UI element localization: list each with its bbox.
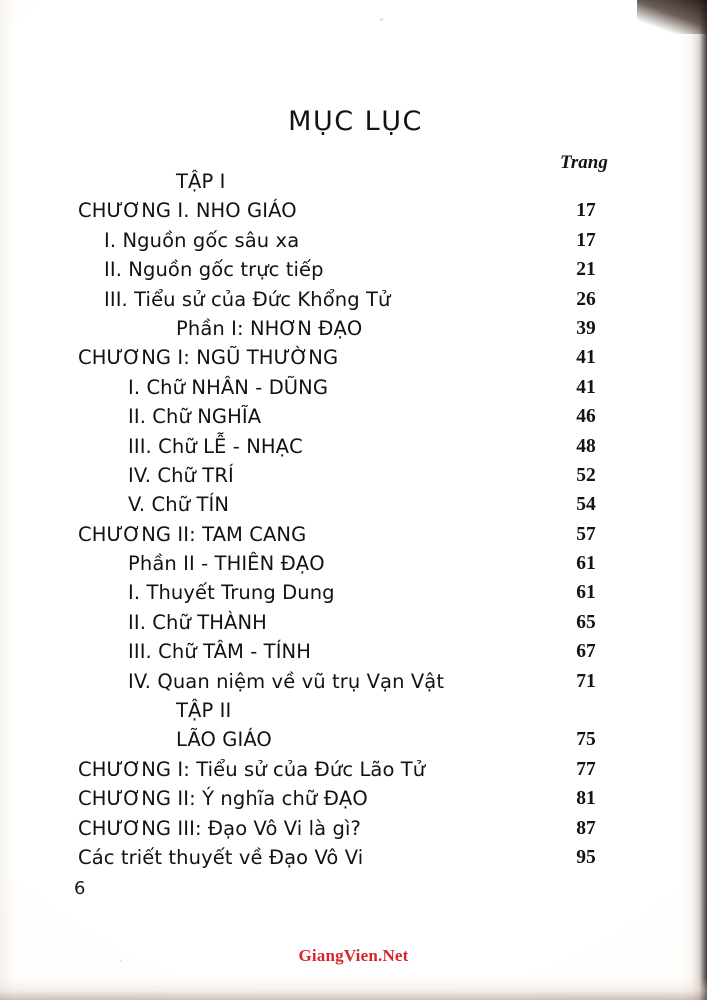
toc-entry [0,317,707,346]
toc-entry [0,405,707,434]
toc-entry [0,552,707,581]
toc-entry [0,523,707,552]
toc-entry-label: I. Nguồn gốc sâu xa [104,228,300,252]
toc-entry-label: TẬP II [176,699,232,723]
page-column-header: Trang [560,152,608,173]
toc-entry-page: 75 [576,729,596,751]
toc-entry [0,817,707,846]
toc-entry-page: 52 [576,464,596,486]
scan-speck [380,18,383,21]
toc-entry-page: 26 [576,288,596,310]
toc-entry-label: II. Chữ THÀNH [128,610,267,634]
toc-entry-page: 48 [576,435,596,457]
toc-entry-label: II. Chữ NGHĨA [128,405,262,429]
toc-entry-label: CHƯƠNG I: NGŨ THƯỜNG [78,346,339,370]
toc-entry-label: I. Thuyết Trung Dung [128,581,335,605]
scan-edge-left [0,0,14,1000]
toc-entry-label: CHƯƠNG I. NHO GIÁO [78,199,297,223]
toc-entry [0,346,707,375]
toc-entry [0,493,707,522]
toc-entry [0,581,707,610]
toc-entry-page: 41 [576,347,596,369]
folio-number: 6 [74,878,86,899]
toc-entry [0,758,707,787]
toc-entry-page: 87 [576,817,596,839]
scan-edge-right [681,0,707,1000]
toc-entry [0,258,707,287]
toc-entry [0,670,707,699]
toc-entry-page: 61 [576,553,596,575]
toc-entry-page: 95 [576,846,596,868]
scan-speck [120,960,122,962]
scan-edge-bottom [0,978,707,1000]
toc-entry-label: III. Chữ LỄ - NHẠC [128,434,303,458]
toc-entry-label: Phần I: NHƠN ĐẠO [176,316,363,340]
toc-entry [0,640,707,669]
toc-entry-label: CHƯƠNG II: Ý nghĩa chữ ĐẠO [78,787,368,811]
toc-entry-label: Phần II - THIÊN ĐẠO [128,552,325,576]
toc-entry [0,728,707,757]
toc-entry [0,199,707,228]
toc-entry-page: 21 [576,259,596,281]
watermark: GiangVien.Net [298,946,409,965]
toc-entry-page: 65 [576,611,596,633]
toc-entry-label: V. Chữ TÍN [128,493,230,517]
toc-entry-label: CHƯƠNG I: Tiểu sử của Đức Lão Tử [78,757,426,781]
toc-entry-page: 17 [576,200,596,222]
toc-entry [0,229,707,258]
table-of-contents [0,170,707,875]
toc-entry-label: IV. Chữ TRÍ [128,463,234,487]
toc-entry [0,846,707,875]
toc-entry [0,170,707,199]
toc-entry-page: 81 [576,788,596,810]
toc-entry-page: 67 [576,641,596,663]
toc-entry-label: Các triết thuyết về Đạo Vô Vi [78,845,364,869]
toc-entry-page: 61 [576,582,596,604]
toc-entry-page: 71 [576,670,596,692]
toc-entry-label: TẬP I [176,170,226,193]
toc-entry-label: LÃO GIÁO [176,728,272,752]
toc-entry [0,787,707,816]
toc-entry [0,464,707,493]
toc-entry-page: 41 [576,376,596,398]
scan-edge-corner [637,0,707,34]
toc-entry-label: IV. Quan niệm về vũ trụ Vạn Vật [128,669,445,693]
toc-entry-page: 46 [576,406,596,428]
toc-entry [0,435,707,464]
toc-entry [0,699,707,728]
toc-entry [0,288,707,317]
toc-entry-label: II. Nguồn gốc trực tiếp [104,258,324,282]
toc-entry-page: 57 [576,523,596,545]
toc-entry-page: 54 [576,494,596,516]
toc-entry-label: III. Tiểu sử của Đức Khổng Tử [104,287,391,311]
toc-entry-label: CHƯƠNG II: TAM CANG [78,522,307,546]
toc-entry-page: 77 [576,758,596,780]
toc-entry-label: III. Chữ TÂM - TÍNH [128,640,311,664]
toc-entry-label: CHƯƠNG III: Đạo Vô Vi là gì? [78,816,361,840]
toc-entry [0,611,707,640]
toc-entry-page: 39 [576,317,596,339]
toc-entry-page: 17 [576,229,596,251]
toc-entry-label: I. Chữ NHÂN - DŨNG [128,375,329,399]
page-title: MỤC LỤC [288,106,423,137]
toc-entry [0,376,707,405]
